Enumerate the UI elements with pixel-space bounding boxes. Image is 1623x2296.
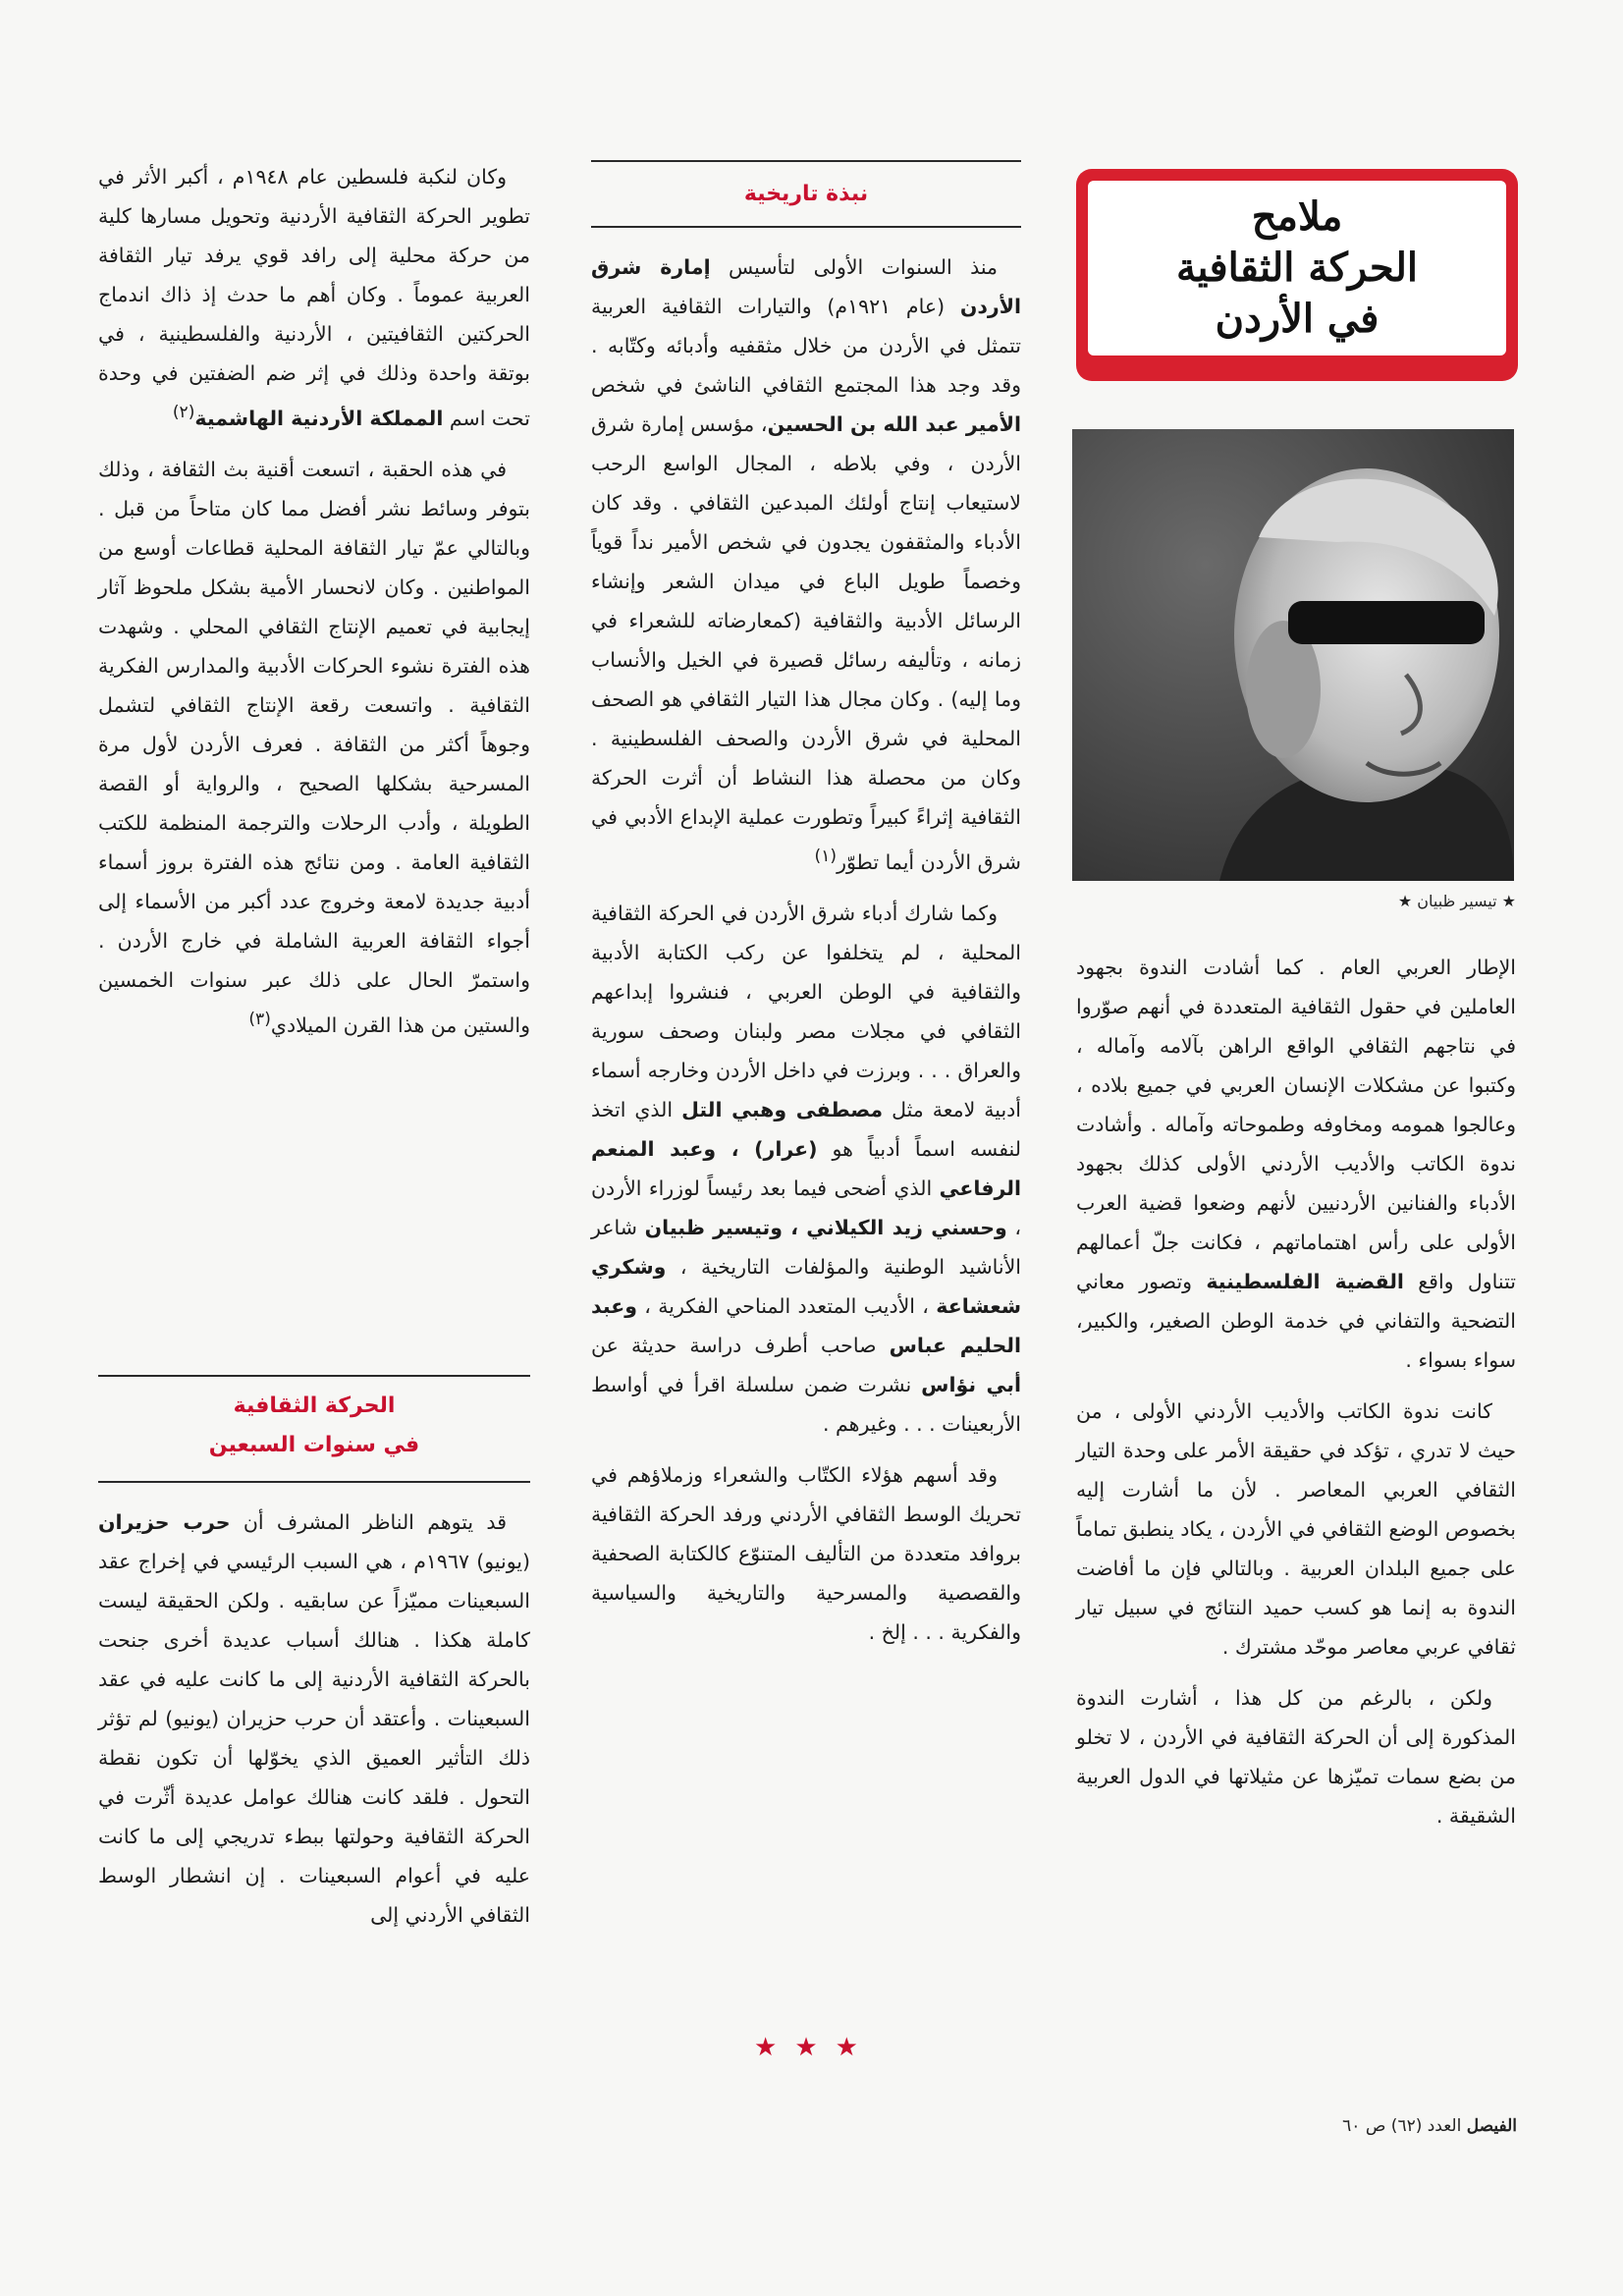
- title-line-2: الحركة الثقافية: [1175, 245, 1419, 291]
- bold-term: وحسني زيد الكيلاني ، وتيسير ظبيان: [644, 1215, 1007, 1239]
- paragraph: [591, 247, 1021, 882]
- text-run: (يونيو) ١٩٦٧م ، هي السبب الرئيسي في إخراج عقد السبعينات مميّزاً عن سابقيه . ولكن الحقيقة ليست كاملة هكذا . هنالك أسباب عديدة أخرى جنحت بالحركة الثقافية الأردنية إلى ما كانت عليه في عقد السبعينات . وأعتقد أن حرب حزيران (يونيو) لم تؤثر ذلك التأثير العميق الذي يخوّلها أن تكون نقطة التحول . فلقد كانت هنالك عوامل عديدة أثّرت في الحركة الثقافية وحولتها ببطء تدريجي إلى ما كانت عليه في أعوام السبعينات . إن انشطار الوسط الثقافي الأردني إلى: [98, 1550, 530, 1927]
- article-title-box: [1076, 169, 1518, 381]
- paragraph: [98, 1503, 530, 1935]
- paragraph: [98, 450, 530, 1045]
- text-run: ، الأديب المتعدد المناحي الفكرية ،: [636, 1293, 937, 1318]
- title-line-1: ملامح: [1251, 193, 1343, 240]
- text-run: منذ السنوات الأولى لتأسيس: [710, 255, 998, 279]
- issue-page: العدد (٦٢) ص ٦٠: [1342, 2116, 1467, 2136]
- magazine-name: الفيصل: [1466, 2116, 1517, 2136]
- text-run: (عام ١٩٢١م) والتيارات الثقافية العربية تتمثل في الأردن من خلال مثقفيه وأدبائه وكتّابه . وقد وجد هذا المجتمع الثقافي الناشئ في شخص: [591, 295, 1021, 397]
- section-end-stars: ★★★: [754, 2033, 876, 2062]
- text-run: نشرت ضمن سلسلة اقرأ في أواسط الأربعينات . . . وغيرهم .: [591, 1372, 1021, 1436]
- text-run: ، مؤسس إمارة شرق الأردن ، وفي بلاطه ، المجال الواسع الرحب لاستيعاب إنتاج أولئك المبدعين الثقافي . وقد كان الأدباء والمثقفون يجدون في شخص الأمير نداً قوياً وخصماً طويل الباع في ميدان الشعر وإنشاء الرسائل الأدبية والثقافية (كمعارضاته للشعراء في زمانه ، وتأليفه رسائل قصيرة في الخيل والأنساب وما إليه) . وكان مجال هذا التيار الثقافي هو الصحف المحلية في شرق الأردن والصحف الفلسطينية . وكان من محصلة هذا النشاط أن أثرت الحركة الثقافية إثراءً كبيراً وتطورت عملية الإبداع الأدبي في شرق الأردن أيما تطوّر: [591, 412, 1021, 874]
- text-run: قد يتوهم الناظر المشرف أن: [230, 1510, 507, 1534]
- title-line-3: في الأردن: [1215, 296, 1380, 342]
- paragraph: كانت ندوة الكاتب والأديب الأردني الأولى ، من حيث لا تدري ، تؤكد في حقيقة الأمر على وحدة التيار الثقافي العربي المعاصر . لأن ما أشارت إليه بخصوص الوضع الثقافي في الأردن ، يكاد ينطبق تماماً على جميع البلدان العربية . وبالتالي فإن ما أفاضت الندوة به إنما هو كسب حميد النتائج في سبيل تيار ثقافي عربي معاصر موحّد مشترك .: [1076, 1399, 1516, 1659]
- photo-caption: ★ تيسير ظبيان ★: [1397, 892, 1516, 910]
- bold-term: أبي نؤاس: [921, 1372, 1021, 1396]
- bold-term: القضية الفلسطينية: [1206, 1270, 1404, 1293]
- subsection-heading-seventies: [98, 1387, 530, 1465]
- paragraph: [98, 157, 530, 438]
- paragraph: [1076, 948, 1516, 1380]
- page-footer: [1178, 2111, 1517, 2141]
- text-run: الذي اتخذ لنفسه اسماً أدبياً هو: [591, 1097, 1021, 1161]
- bold-term: وعبد الحليم عباس: [591, 1293, 1022, 1357]
- text-run: في هذه الحقبة ، اتسعت أقنية بث الثقافة ، وذلك بتوفر وسائط نشر أفضل مما كان متاحاً من قبل . وبالتالي عمّ تيار الثقافة المحلية قطاعات أوسع من المواطنين . وكان لانحسار الأمية بشكل ملحوظ آثار إيجابية في تعميم الإنتاج الثقافي المحلي . وشهدت هذه الفترة نشوء الحركات الأدبية والمدارس الفكرية الثقافية . واتسعت رقعة الإنتاج الثقافي لتشمل وجوهاً أكثر من الثقافة . فعرف الأردن لأول مرة المسرحية بشكلها الصحيح ، والرواية أو القصة الطويلة ، وأدب الرحلات والترجمة المنظمة للكتب الثقافية العامة . ومن نتائج هذه الفترة بروز أسماء أدبية جديدة لامعة وخروج عدد أكبر من الأسماء إلى أجواء الثقافة العربية الشاملة في خارج الأردن . واستمرّ الحال على ذلك عبر سنوات الخمسين والستين من هذا القرن الميلادي: [98, 457, 530, 1037]
- footnote-marker: (١): [814, 847, 838, 866]
- column-left-upper: [98, 157, 530, 1057]
- heading-line-2: في سنوات السبعين: [208, 1433, 420, 1457]
- text-run: الذي أضحى فيما بعد رئيساً لوزراء الأردن ،: [591, 1175, 1021, 1239]
- article-title: [1088, 181, 1506, 355]
- portrait-illustration: [1072, 429, 1514, 881]
- heading-line-1: الحركة الثقافية: [233, 1394, 396, 1418]
- bold-term: المملكة الأردنية الهاشمية: [194, 406, 444, 430]
- footnote-marker: (٢): [172, 403, 195, 422]
- paragraph: وقد أسهم هؤلاء الكتّاب والشعراء وزملاؤهم في تحريك الوسط الثقافي الأردني ورفد الحركة الثقافية بروافد متعددة من التأليف المتنوّع كالكتابة الصحفية والقصصية والمسرحية والتاريخية والسياسية والفكرية . . . إلخ .: [591, 1462, 1021, 1644]
- section-rule-top: [591, 160, 1021, 162]
- bold-term: إمارة شرق الأردن: [591, 255, 1021, 318]
- section-rule-bottom: [591, 226, 1021, 228]
- text-run: وكما شارك أدباء شرق الأردن في الحركة الثقافية المحلية ، لم يتخلفوا عن ركب الكتابة الأدبية والثقافية في الوطن العربي ، فنشروا إبداعهم الثقافي في مجلات مصر ولبنان وصحف سورية والعراق . . . وبرزت في داخل الأردن وخارجه أسماء أدبية لامعة مثل: [591, 901, 1021, 1121]
- subsection-rule-bottom: [98, 1481, 530, 1483]
- subsection-rule-top: [98, 1375, 530, 1377]
- paragraph: ولكن ، بالرغم من كل هذا ، أشارت الندوة المذكورة إلى أن الحركة الثقافية في الأردن ، لا تخلو من بضع سمات تميّزها عن مثيلاتها في الدول العربية الشقيقة .: [1076, 1686, 1516, 1828]
- text-run: صاحب أطرف دراسة حديثة عن: [591, 1333, 890, 1357]
- column-left-lower: [98, 1503, 530, 1946]
- section-heading-history: نبذة تاريخية: [743, 182, 869, 206]
- text-run: وكان لنكبة فلسطين عام ١٩٤٨م ، أكبر الأثر في تطوير الحركة الثقافية الأردنية وتحويل مسارها كلية من حركة محلية إلى رافد قوي يرفد تيار الثقافة العربية عموماً . وكان أهم ما حدث إذ ذاك اندماج الحركتين الثقافيتين ، الأردنية والفلسطينية ، في بوتقة واحدة وذلك في إثر ضم الضفتين في وحدة تحت اسم: [98, 165, 530, 430]
- paragraph: [591, 894, 1021, 1444]
- portrait-photo: [1072, 429, 1514, 881]
- text-run: وتصور معاني التضحية والتفاني في خدمة الوطن الصغير، والكبير، سواء بسواء .: [1076, 1270, 1516, 1372]
- column-middle: [591, 247, 1021, 1664]
- text-run: شاعر الأناشيد الوطنية والمؤلفات التاريخية ،: [591, 1215, 1021, 1279]
- column-right: [1076, 948, 1516, 1847]
- bold-term: (عرار) ، وعبد المنعم الرفاعي: [591, 1136, 1021, 1200]
- footnote-marker: (٣): [248, 1009, 271, 1029]
- text-run: الإطار العربي العام . كما أشادت الندوة بجهود العاملين في حقول الثقافية المتعددة في أنهم صوّروا في نتاجهم الثقافي الواقع الراهن بآلامه وآماله ، وكتبوا عن مشكلات الإنسان العربي في جميع بلاده ، وعالجوا همومه ومخاوفه وطموحاته وآماله . وأشادت ندوة الكاتب والأديب الأردني الأولى كذلك بجهود الأدباء والفنانين الأردنيين لأنهم وضعوا قضية العرب الأولى على رأس اهتماماتهم ، فكانت جلّ أعمالهم تتناول واقع: [1076, 956, 1516, 1293]
- bold-term: وشكري شعشاعة: [591, 1254, 1021, 1318]
- bold-term: مصطفى وهبي التل: [681, 1097, 884, 1121]
- bold-term: حرب حزيران: [98, 1510, 231, 1534]
- bold-term: الأمير عبد الله بن الحسين: [767, 412, 1021, 436]
